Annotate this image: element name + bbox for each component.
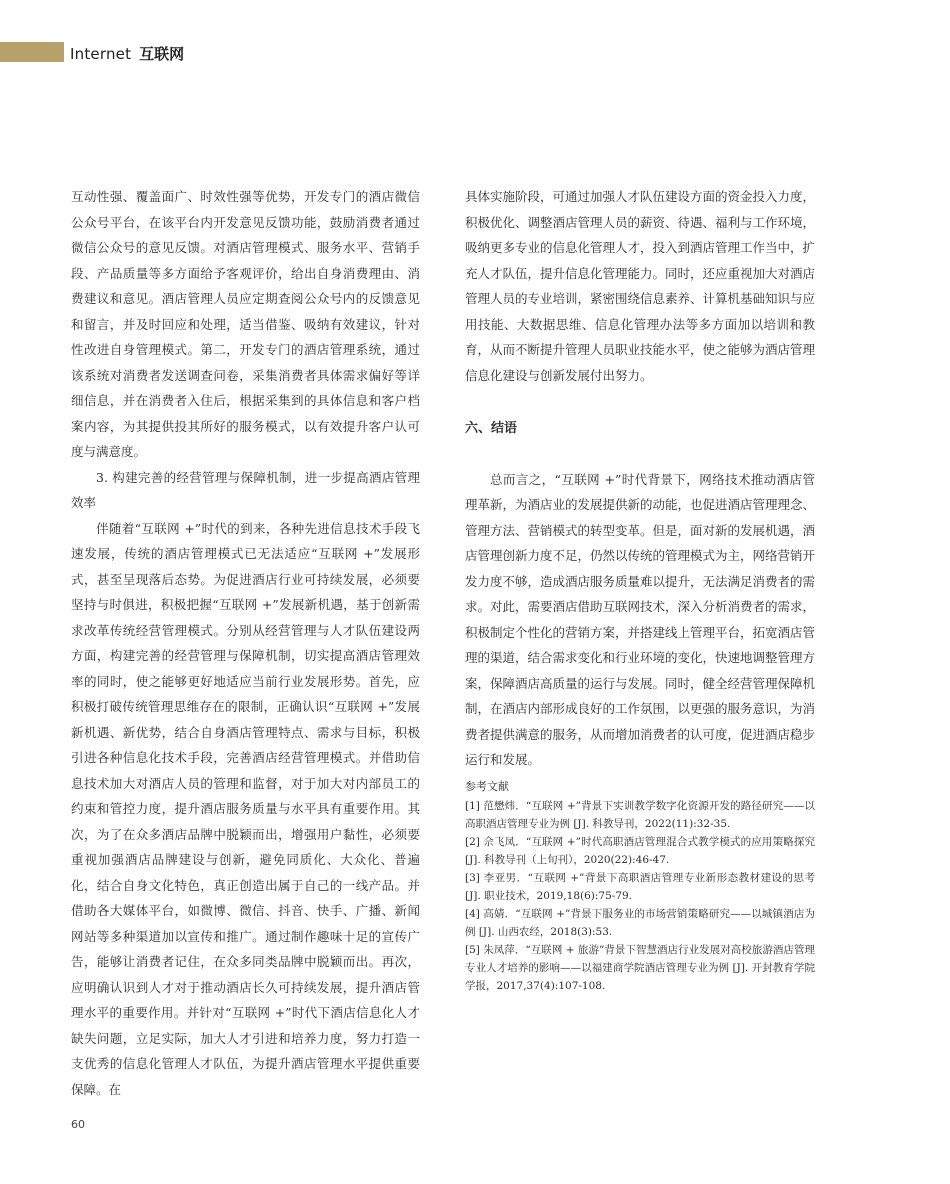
section-heading-conclusion: 六、结语 [465, 421, 518, 436]
reference-3: [3] 李亚男．“互联网 +”背景下高职酒店管理专业新形态教材建设的思考 [J]. 职业技术，2019,18(6):75-79. [465, 871, 815, 902]
reference-1: [1] 范懋炜．“互联网 +”背景下实训教学数字化资源开发的路径研究——以高职酒店管理专业为例 [J]. 科教导刊，2022(11):32-35. [465, 799, 815, 830]
references-title: 参考文献 [465, 779, 509, 793]
subheading-3: 3. 构建完善的经营管理与保障机制，进一步提高酒店管理效率 [71, 469, 420, 510]
running-header [70, 44, 184, 64]
left-column [71, 184, 420, 1102]
reference-5: [5] 朱凤萍．“互联网 + 旅游”背景下智慧酒店行业发展对高校旅游酒店管理专业人才培养的影响——以福建商学院酒店管理专业为例 [J]. 开封教育学院学报，2017,37(4):107-108. [465, 943, 815, 992]
reference-2: [2] 佘飞凤．“互联网 +”时代高职酒店管理混合式教学模式的应用策略探究 [J]. 科教导刊（上旬刊），2020(22):46-47. [465, 835, 815, 866]
paragraph-2: 伴随着“互联网 +”时代的到来，各种先进信息技术手段飞速发展，传统的酒店管理模式已无法适应“互联网 +”发展形式，甚至呈现落后态势。为促进酒店行业可持续发展，必须要坚持与时俱进，积极把握“互联网 +”发展新机遇，基于创新需求改革传统经营管理模式。分别从经营管理与人才队伍建设两方面，构建完善的经营管理与保障机制，切实提高酒店管理效率的同时，使之能够更好地适应当前行业发展形势。首先，应积极打破传统管理思维存在的限制，正确认识“互联网 +”发展新机遇、新优势，结合自身酒店管理特点、需求与目标，积极引进各种信息化技术手段，完善酒店经营管理模式。并借助信息技术加大对酒店人员的管理和监督，对于加大对内部员工的约束和管控力度，提升酒店服务质量与水平具有重要作用。其次，为了在众多酒店品牌中脱颖而出，增强用户黏性，必须要重视加强酒店品牌建设与创新，避免同质化、大众化、普遍化，结合自身文化特色，真正创造出属于自己的一线产品。并借助各大媒体平台，如微博、微信、抖音、快手、广播、新闻网站等多种渠道加以宣传和推广。通过制作趣味十足的宣传广告，能够让消费者记住，在众多同类品牌中脱颖而出。再次，应明确认识到人才对于推动酒店长久可持续发展，提升酒店管理水平的重要作用。并针对“互联网 +”时代下酒店信息化人才缺失问题，立足实际，加大人才引进和培养力度，努力打造一支优秀的信息化管理人才队伍，为提升酒店管理水平提供重要保障。在 [71, 520, 420, 1097]
header-english: Internet [70, 45, 132, 63]
right-column [465, 184, 815, 995]
page-number: 60 [71, 1118, 85, 1131]
header-chinese: 互联网 [139, 45, 185, 63]
header-accent-bar [0, 42, 64, 62]
reference-4: [4] 高婧．“互联网 +”背景下服务业的市场营销策略研究——以城镇酒店为例 [J]. 山西农经，2018(3):53. [465, 907, 815, 938]
paragraph-3: 具体实施阶段，可通过加强人才队伍建设方面的资金投入力度，积极优化、调整酒店管理人员的薪资、待遇、福利与工作环境，吸纳更多专业的信息化管理人才，投入到酒店管理工作当中，扩充人才队伍，提升信息化管理能力。同时，还应重视加大对酒店管理人员的专业培训，紧密围绕信息素养、计算机基础知识与应用技能、大数据思维、信息化管理办法等多方面加以培训和教育，从而不断提升管理人员职业技能水平，使之能够为酒店管理信息化建设与创新发展付出努力。 [465, 189, 816, 383]
paragraph-4: 总而言之，“互联网 +”时代背景下，网络技术推动酒店管理革新，为酒店业的发展提供新的动能，也促进酒店管理理念、管理方法、营销模式的转型变革。但是，面对新的发展机遇，酒店管理创新力度不足，仍然以传统的管理模式为主，网络营销开发力度不够，造成酒店服务质量难以提升，无法满足消费者的需求。对此，需要酒店借助互联网技术，深入分析消费者的需求，积极制定个性化的营销方案，并搭建线上管理平台，拓宽酒店管理的渠道，结合需求变化和行业环境的变化，快速地调整管理方案，保障酒店高质量的运行与发展。同时，健全经营管理保障机制，在酒店内部形成良好的工作氛围，以更强的服务意识，为消费者提供满意的服务，从而增加消费者的认可度，促进酒店稳步运行和发展。 [465, 471, 816, 767]
paragraph-1: 互动性强、覆盖面广、时效性强等优势，开发专门的酒店微信公众号平台，在该平台内开发意见反馈功能，鼓励消费者通过微信公众号的意见反馈。对酒店管理模式、服务水平、营销手段、产品质量等多方面给予客观评价，给出自身消费理由、消费建议和意见。酒店管理人员应定期查阅公众号内的反馈意见和留言，并及时回应和处理，适当借鉴、吸纳有效建议，针对性改进自身管理模式。第二，开发专门的酒店管理系统，通过该系统对消费者发送调查问卷，采集消费者具体需求偏好等详细信息，并在消费者入住后，根据采集到的具体信息和客户档案内容，为其提供投其所好的服务模式，以有效提升客户认可度与满意度。 [71, 189, 420, 459]
